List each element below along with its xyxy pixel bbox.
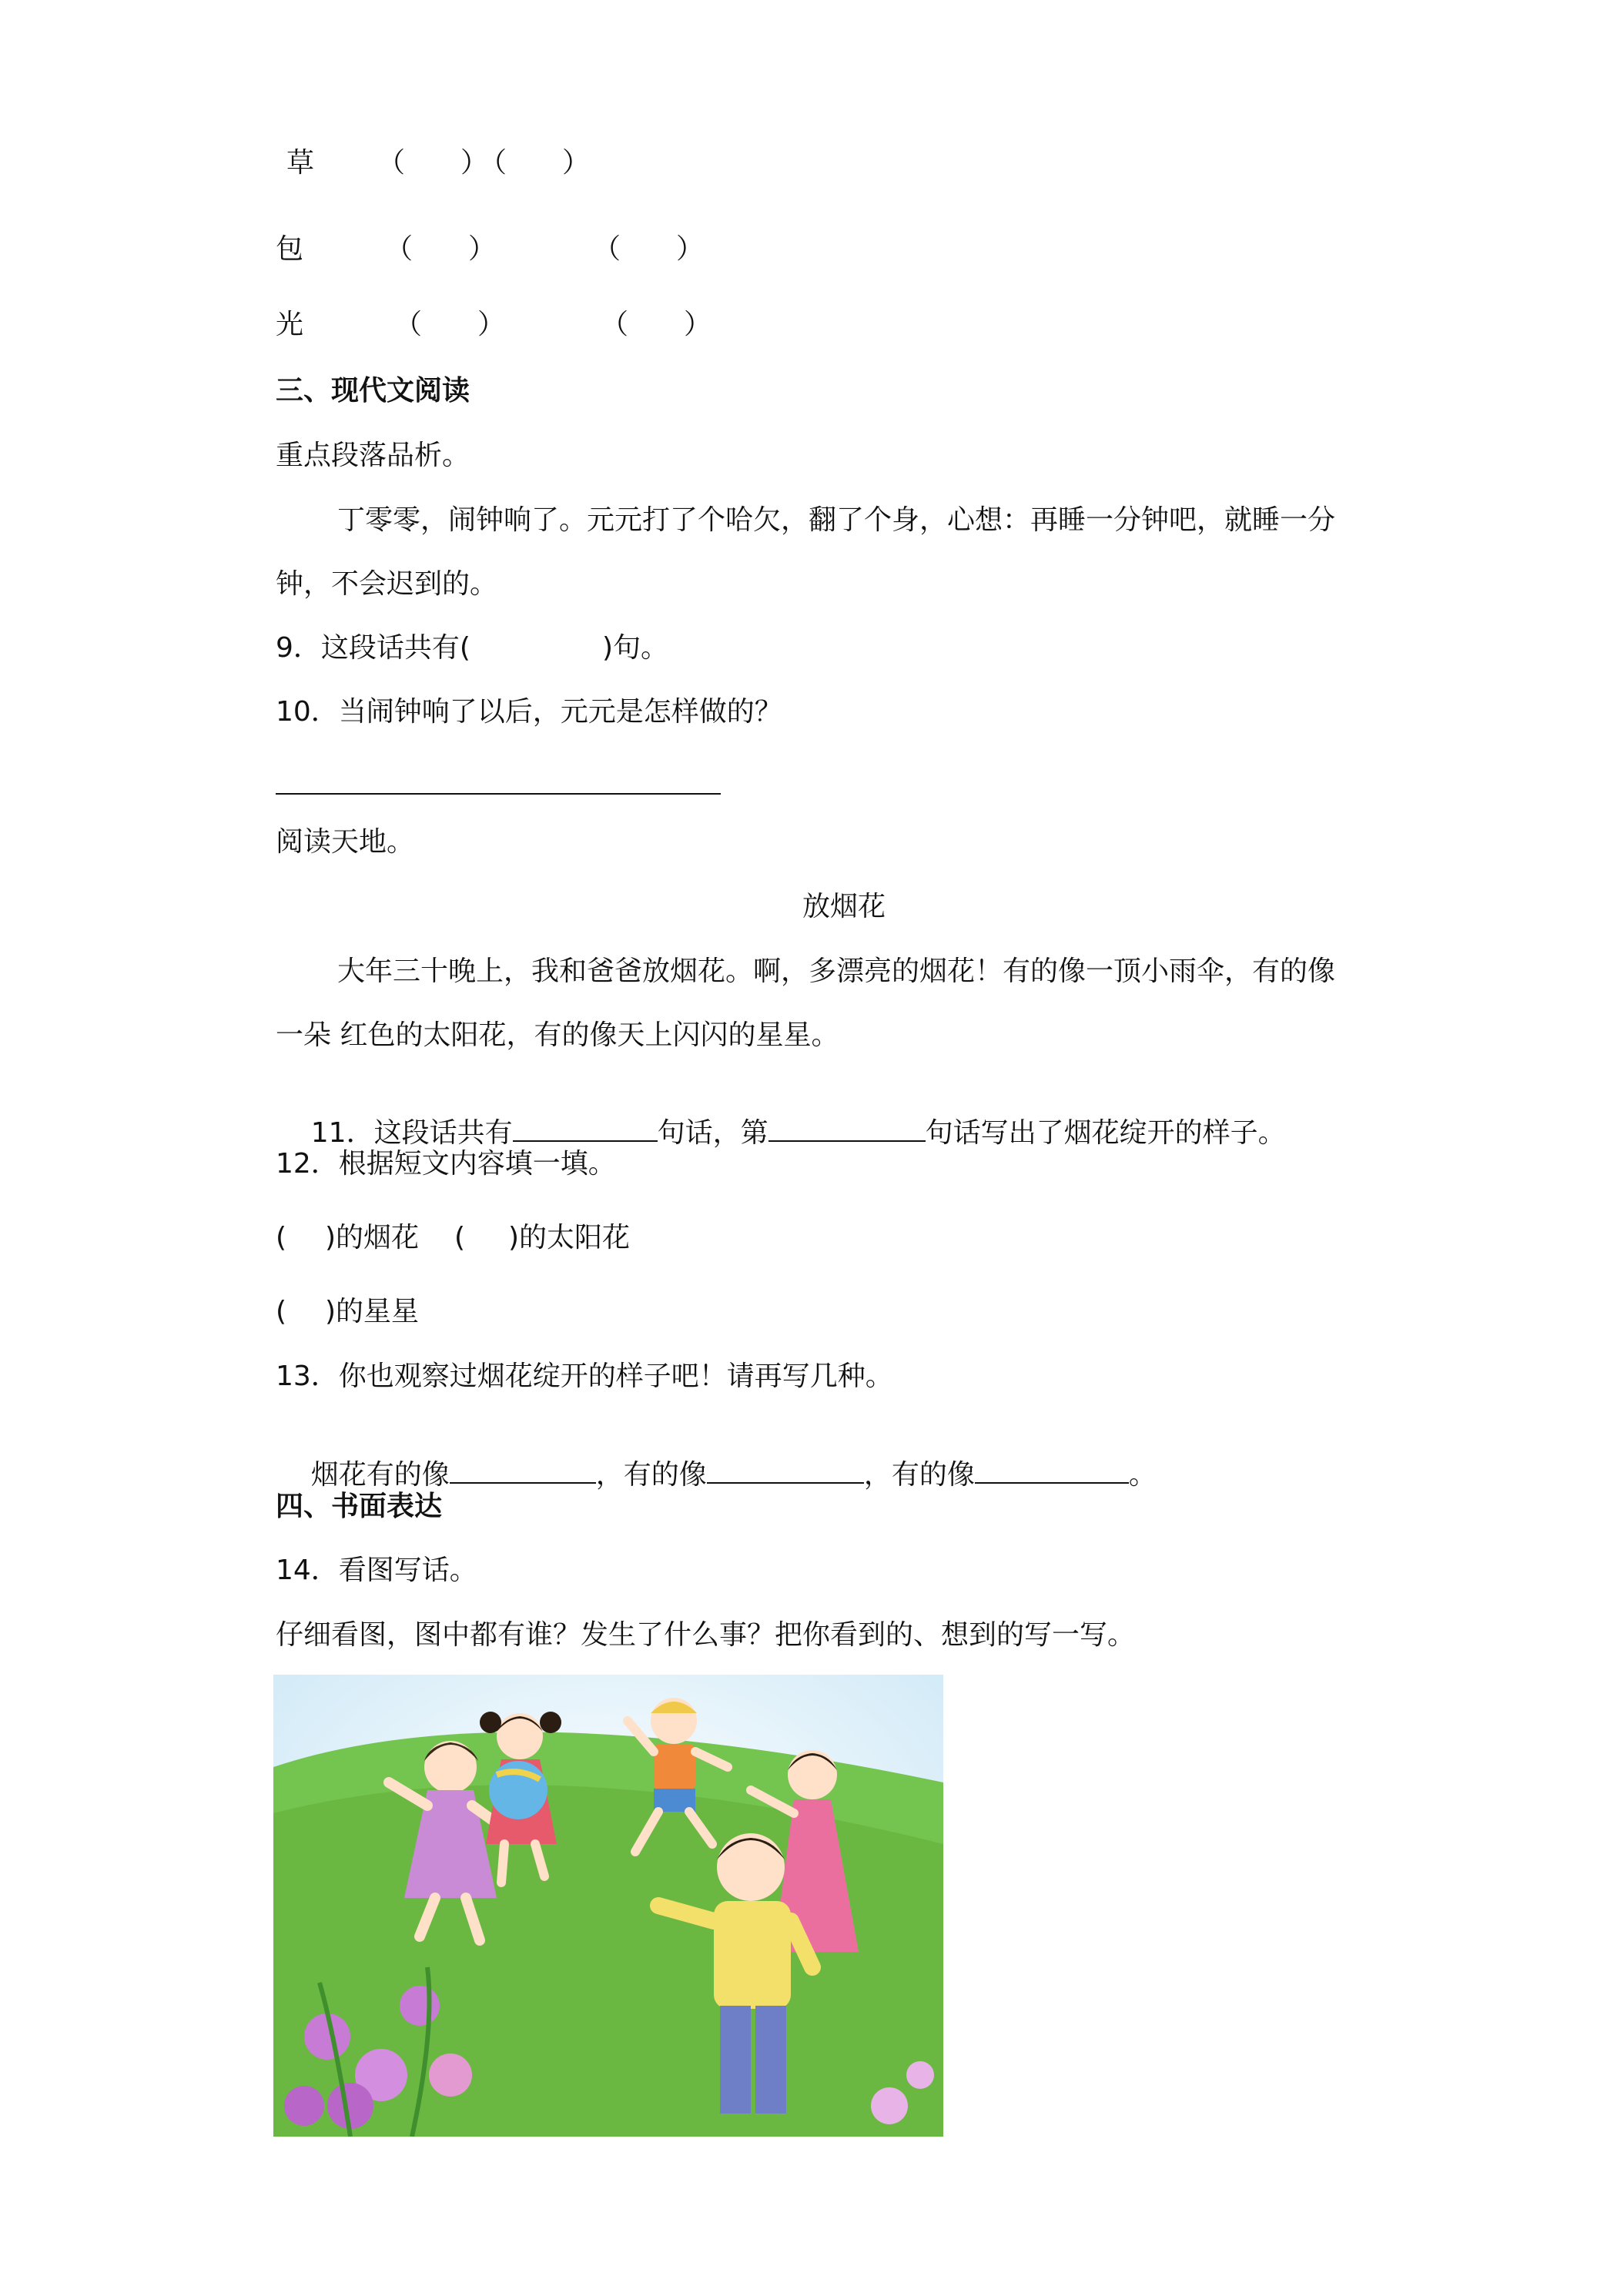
fill-label: )的太阳花: [508, 1222, 631, 1253]
passage2-line1: 大年三十晚上，我和爸爸放烟花。啊，多漂亮的烟花！有的像一顶小雨伞，有的像: [337, 956, 1336, 987]
q9-prefix: 9．这段话共有(: [276, 632, 470, 664]
section3-heading: 三、现代文阅读: [276, 375, 470, 407]
q13-part-c: ，有的像: [863, 1459, 975, 1491]
q9-suffix: )句。: [602, 632, 669, 664]
fill-paren-open[interactable]: (: [276, 1296, 287, 1327]
story-title: 放烟花: [802, 891, 886, 922]
fill-label: )的星星: [325, 1296, 420, 1327]
char-cao: 草: [286, 147, 315, 179]
section3-intro: 重点段落品析。: [276, 440, 470, 471]
answer-line[interactable]: [276, 793, 721, 795]
passage1-line1: 丁零零，闹钟响了。元元打了个哈欠，翻了个身，心想：再睡一分钟吧，就睡一分: [337, 504, 1336, 536]
q11-part-c: 句话写出了烟花绽开的样子。: [925, 1117, 1286, 1149]
answer-blank[interactable]: [707, 1459, 864, 1484]
paren-blank[interactable]: （ ）: [394, 309, 506, 340]
section4-heading: 四、书面表达: [276, 1491, 443, 1522]
answer-blank[interactable]: [513, 1117, 658, 1142]
illustration-svg: [273, 1675, 943, 2137]
paren-blank[interactable]: （ ）: [377, 147, 489, 179]
q11-part-a: 11．这段话共有: [310, 1117, 513, 1149]
answer-blank[interactable]: [768, 1117, 926, 1142]
paren-blank[interactable]: （ ）: [601, 309, 712, 340]
char-bao: 包: [276, 233, 304, 265]
q13-part-d: 。: [1128, 1459, 1157, 1491]
q10-text: 10．当闹钟响了以后，元元是怎样做的？: [276, 696, 782, 728]
fill-paren-open[interactable]: (: [454, 1222, 466, 1253]
paren-blank[interactable]: （ ）: [593, 233, 705, 265]
q14-text: 14．看图写话。: [276, 1555, 477, 1586]
passage1-line2: 钟，不会迟到的。: [276, 568, 498, 600]
char-guang: 光: [276, 309, 304, 340]
fill-label: )的烟花: [325, 1222, 420, 1253]
answer-blank[interactable]: [450, 1459, 596, 1484]
q13-part-a: 烟花有的像: [310, 1459, 450, 1491]
q12-text: 12．根据短文内容填一填。: [276, 1148, 616, 1180]
paren-blank[interactable]: （ ）: [385, 233, 497, 265]
reading-intro: 阅读天地。: [276, 826, 415, 858]
q11-part-b: 句话，第: [657, 1117, 768, 1149]
q14-prompt: 仔细看图，图中都有谁？发生了什么事？把你看到的、想到的写一写。: [276, 1619, 1136, 1651]
answer-blank[interactable]: [975, 1459, 1129, 1484]
paren-blank[interactable]: （ ）: [479, 147, 591, 179]
fill-paren-open[interactable]: (: [276, 1222, 287, 1253]
q13-text: 13．你也观察过烟花绽开的样子吧！请再写几种。: [276, 1361, 893, 1392]
children-playing-illustration: [273, 1675, 943, 2137]
passage2-line2: 一朵 红色的太阳花，有的像天上闪闪的星星。: [276, 1019, 839, 1051]
q13-part-b: ，有的像: [595, 1459, 707, 1491]
